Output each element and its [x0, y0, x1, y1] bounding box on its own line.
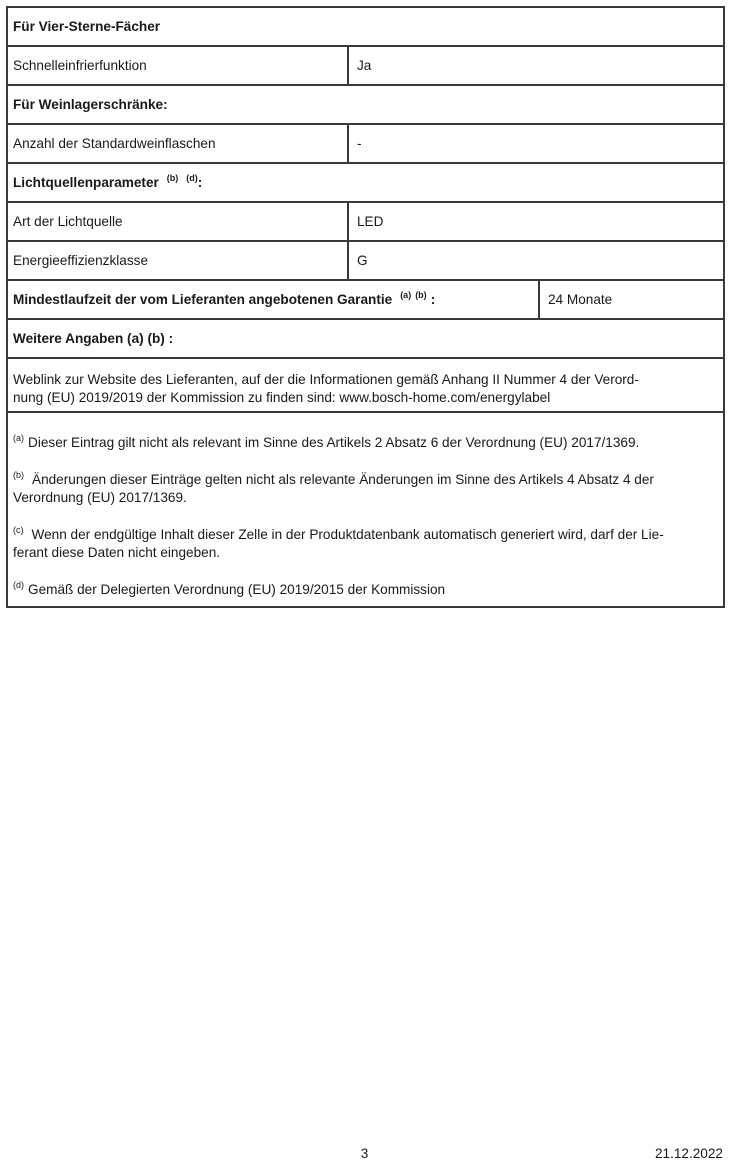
- spec-label: Art der Lichtquelle: [7, 202, 348, 241]
- footnote-ref: (b): [166, 173, 179, 184]
- spec-value: -: [348, 124, 724, 163]
- footnote-marker: (d): [13, 579, 24, 590]
- spec-label-colon: :: [430, 292, 436, 307]
- spec-label: [7, 280, 539, 319]
- spec-value: 24 Monate: [539, 280, 724, 319]
- footnotes-cell: [7, 412, 724, 607]
- footnote-ref: (b): [415, 290, 427, 301]
- weblink-text-line2: nung (EU) 2019/2019 der Kommission zu finden sind: www.bosch-home.com/energylabel: [13, 389, 551, 405]
- weblink-cell: [7, 358, 724, 412]
- table-row: [7, 202, 724, 241]
- section-header: Weitere Angaben (a) (b) :: [7, 319, 724, 358]
- spec-label: Schnelleinfrierfunktion: [7, 46, 348, 85]
- section-header: Für Weinlagerschränke:: [7, 85, 724, 124]
- table-row: [7, 358, 724, 412]
- footnote-c: [13, 526, 719, 562]
- footnote-text: Verordnung (EU) 2017/1369.: [13, 489, 187, 505]
- footnote-b: [13, 471, 719, 507]
- section-header: Für Vier-Sterne-Fächer: [7, 7, 724, 46]
- table-row: [7, 124, 724, 163]
- page-number: 3: [360, 1146, 369, 1161]
- footnote-ref: (d): [186, 173, 198, 184]
- footnote-text: Änderungen dieser Einträge gelten nicht als relevante Änderungen im Sinne des Artikels 4 Absatz 4 der: [32, 471, 654, 487]
- table-row: [7, 85, 724, 124]
- table-row: [7, 241, 724, 280]
- footer-date: 21.12.2022: [654, 1146, 723, 1161]
- table-row: [7, 280, 724, 319]
- footnote-text: ferant diese Daten nicht eingeben.: [13, 544, 221, 560]
- table-row: [7, 7, 724, 46]
- spec-value: G: [348, 241, 724, 280]
- table-row: [7, 46, 724, 85]
- footnote-ref: (a): [400, 290, 412, 301]
- section-header-label: Lichtquellenparameter: [13, 175, 159, 190]
- section-header: [7, 163, 724, 202]
- spec-value: LED: [348, 202, 724, 241]
- table-row: [7, 412, 724, 607]
- table-row: [7, 163, 724, 202]
- spec-label-text: Mindestlaufzeit der vom Lieferanten angebotenen Garantie: [13, 292, 393, 307]
- footnote-marker: (a): [13, 433, 24, 443]
- footnote-a: [13, 434, 719, 452]
- spec-value: Ja: [348, 46, 724, 85]
- footnote-text: Gemäß der Delegierten Verordnung (EU) 2019/2015 der Kommission: [28, 581, 446, 597]
- footnote-d: [13, 581, 719, 599]
- spec-label: Anzahl der Standardweinflaschen: [7, 124, 348, 163]
- section-header-colon: :: [197, 175, 203, 190]
- spec-table: [6, 6, 725, 608]
- table-row: [7, 319, 724, 358]
- footnote-marker: (b): [13, 469, 24, 480]
- footnote-marker: (c): [13, 524, 24, 535]
- weblink-text-line1: Weblink zur Website des Lieferanten, auf der die Informationen gemäß Anhang II Nummer 4 der Verord-: [13, 371, 639, 387]
- spec-label: Energieeffizienzklasse: [7, 241, 348, 280]
- footnote-text: Dieser Eintrag gilt nicht als relevant im Sinne des Artikels 2 Absatz 6 der Verordnung (EU) 2017/1369.: [28, 434, 640, 450]
- footnote-text: Wenn der endgültige Inhalt dieser Zelle in der Produktdatenbank automatisch generiert wird, darf der Lie-: [31, 526, 664, 542]
